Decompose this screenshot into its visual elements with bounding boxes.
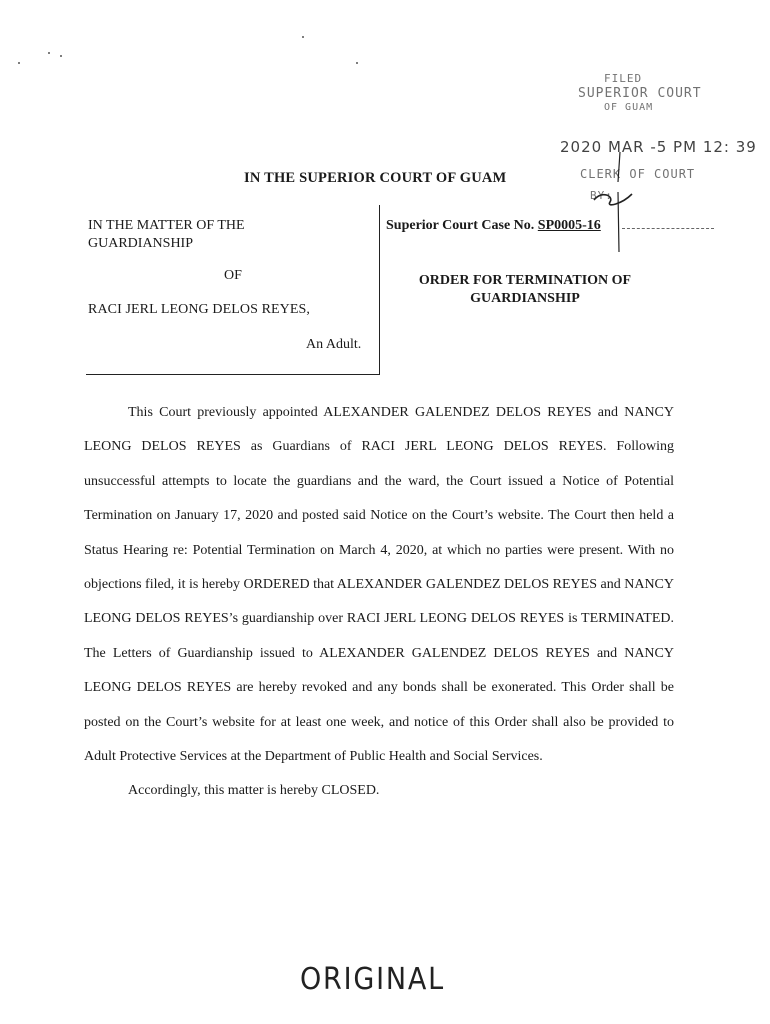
scan-speck [356, 62, 358, 64]
caption-of: OF [224, 268, 242, 283]
case-number-label: Superior Court Case No. [386, 218, 535, 233]
caption-matter: IN THE MATTER OF THE GUARDIANSHIP [88, 218, 245, 251]
case-number-value: SP0005-16 [537, 218, 601, 233]
court-title: IN THE SUPERIOR COURT OF GUAM [244, 170, 507, 186]
filed-stamp-label: FILED [604, 72, 643, 85]
order-title: ORDER FOR TERMINATION OF GUARDIANSHIP [418, 273, 632, 306]
caption-adult: An Adult. [306, 337, 362, 352]
caption-divider-vertical [379, 205, 380, 375]
filed-stamp-clerk: CLERK OF COURT [580, 167, 696, 181]
closing-paragraph: Accordingly, this matter is hereby CLOSED. [128, 783, 380, 799]
filed-stamp-court: SUPERIOR COURT [578, 86, 702, 101]
scan-speck [48, 52, 50, 54]
original-stamp: ORIGINAL [300, 962, 445, 997]
order-paragraph: This Court previously appointed ALEXANDER GALENDEZ DELOS REYES and NANCY LEONG DELOS REYES as Guardians of RACI JERL LEONG DELOS REYES. Following unsuccessful attempts to locate the guardians and the ward, the Court issued a Notice of Potential Termination on January 17, 2020 and posted said Notice on the Court’s website. The Court then held a Status Hearing re: Potential Termination on March 4, 2020, at which no parties were present. With no objections filed, it is hereby ORDERED that ALEXANDER GALENDEZ DELOS REYES and NANCY LEONG DELOS REYES’s guardianship over RACI JERL LEONG DELOS REYES is TERMINATED. The Letters of Guardianship issued to ALEXANDER GALENDEZ DELOS REYES and NANCY LEONG DELOS REYES are hereby revoked and any bonds shall be exonerated. This Order shall be posted on the Court’s website for at least one week, and notice of this Order shall also be provided to Adult Protective Services at the Department of Public Health and Social Services. [84, 405, 674, 765]
caption-divider-horizontal [86, 374, 380, 375]
scan-speck [60, 55, 62, 57]
filed-stamp-date: 2020 MAR -5 PM 12: 39 [560, 138, 757, 156]
stamp-dash-line [622, 228, 714, 229]
scan-speck [18, 62, 20, 64]
order-body [84, 396, 674, 809]
filed-stamp-location: OF GUAM [604, 102, 654, 113]
case-number [386, 218, 601, 234]
clerk-signature-icon [588, 152, 648, 262]
scan-speck [302, 36, 304, 38]
caption-ward-name: RACI JERL LEONG DELOS REYES, [88, 302, 311, 317]
filed-stamp-by: BY: [590, 189, 613, 202]
